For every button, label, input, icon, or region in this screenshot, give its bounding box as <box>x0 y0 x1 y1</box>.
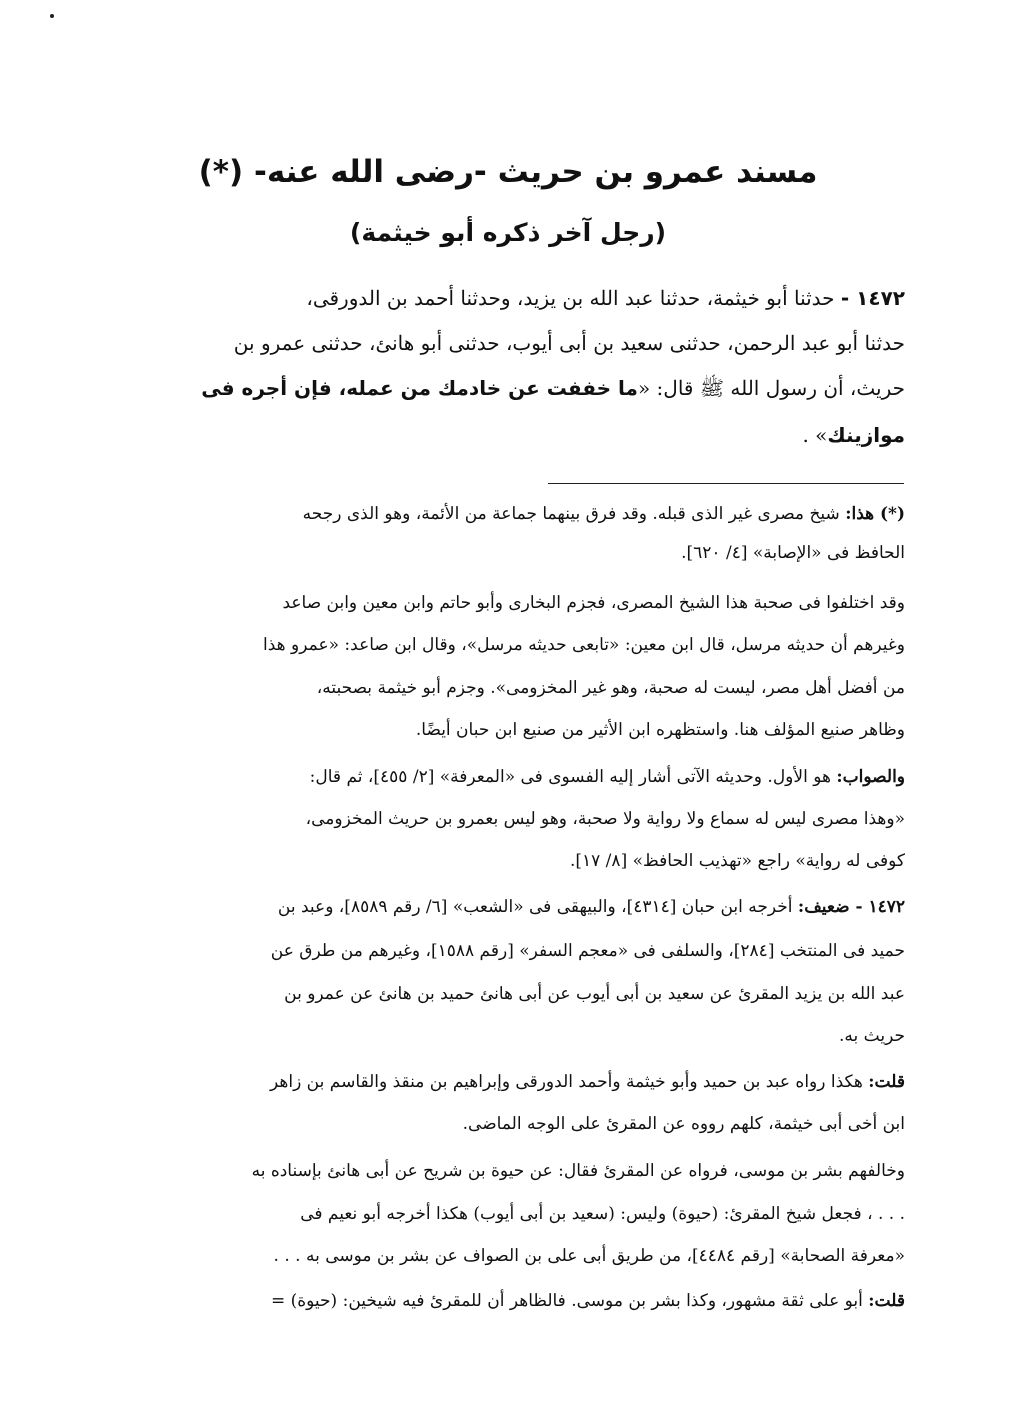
page-speck <box>50 14 54 18</box>
footnote-line <box>95 539 905 567</box>
hadith-text-3: حريث، أن رسول الله ﷺ قال: « <box>637 376 905 400</box>
hadith-line-4 <box>95 420 905 450</box>
footnote-text: هو الأول. وحديثه الآتى أشار إليه الفسوى فى «المعرفة» [٢/ ٤٥٥]، ثم قال: <box>309 767 831 787</box>
footnote-line <box>95 980 905 1008</box>
footnote-text: حريث به. <box>839 1026 905 1046</box>
footnote-line <box>95 589 905 617</box>
hadith-text-2: حدثنا أبو عبد الرحمن، حدثنى سعيد بن أبى أيوب، حدثنى أبو هانئ، حدثنى عمرو بن <box>233 331 905 355</box>
footnote-text: أخرجه ابن حبان [٤٣١٤]، والبيهقى فى «الشعب» [٦/ رقم ٨٥٨٩]، وعبد بن <box>277 897 793 917</box>
footnote-label: ١٤٧٢ - ضعيف: <box>797 897 905 917</box>
footnote-text: . . . ، فجعل شيخ المقرئ: (حيوة) وليس: (سعيد بن أبى أيوب) هكذا أخرجه أبو نعيم فى <box>300 1204 905 1224</box>
footnote-label: والصواب: <box>836 767 905 787</box>
footnote-text: عبد الله بن يزيد المقرئ عن سعيد بن أبى أيوب عن أبى هانئ حميد بن هانئ عن عمرو بن <box>284 984 905 1004</box>
footnote-label: (*) هذا: <box>845 504 905 524</box>
hadith-number: ١٤٧٢ - <box>840 286 905 310</box>
footnote-line <box>95 1200 905 1228</box>
footnote-text: أبو على ثقة مشهور، وكذا بشر بن موسى. فالظاهر أن للمقرئ فيه شيخين: (حيوة) = <box>270 1291 863 1311</box>
hadith-matn-1: ما خففت عن خادمك من عمله، فإن أجره فى <box>201 376 638 400</box>
footnote-text: وخالفهم بشر بن موسى، فرواه عن المقرئ فقال: عن حيوة بن شريح عن أبى هانئ بإسناده به <box>251 1161 905 1181</box>
footnote-text: ابن أخى أبى خيثمة، كلهم رووه عن المقرئ على الوجه الماضى. <box>462 1114 905 1134</box>
footnote-text: وقد اختلفوا فى صحبة هذا الشيخ المصرى، فجزم البخارى وأبو حاتم وابن معين وابن صاعد <box>282 593 905 613</box>
footnote-line <box>95 1110 905 1138</box>
footnote-text: كوفى له رواية» راجع «تهذيب الحافظ» [٨/ ١٧]. <box>569 851 905 871</box>
footnote-line <box>95 1022 905 1050</box>
footnote-text: من أفضل أهل مصر، ليست له صحبة، وهو غير المخزومى». وجزم أبو خيثمة بصحبته، <box>316 678 905 698</box>
footnote-line <box>95 1068 905 1096</box>
footnote-text: الحافظ فى «الإصابة» [٤/ ٦٢٠]. <box>681 543 905 563</box>
footnote-label: قلت: <box>868 1291 905 1311</box>
hadith-line-2 <box>95 328 905 358</box>
footnote-text: هكذا رواه عبد بن حميد وأبو خيثمة وأحمد الدورقى وإبراهيم بن منقذ والقاسم بن زاهر <box>270 1072 863 1092</box>
footnote-line <box>95 893 905 921</box>
section-title: مسند عمرو بن حريث -رضى الله عنه- (*) <box>198 154 818 190</box>
footnote-line <box>95 674 905 702</box>
footnote-line <box>95 500 905 528</box>
footnote-line <box>95 1287 905 1315</box>
footnote-text: حميد فى المنتخب [٢٨٤]، والسلفى فى «معجم السفر» [رقم ١٥٨٨]، وغيرهم من طرق عن <box>270 941 905 961</box>
footnote-line <box>95 937 905 965</box>
footnote-line <box>95 805 905 833</box>
footnote-line <box>95 1157 905 1185</box>
hadith-line-1 <box>95 283 905 313</box>
footnote-line <box>95 631 905 659</box>
hadith-line-3 <box>95 373 905 403</box>
footnote-line <box>95 847 905 875</box>
footnote-text: وظاهر صنيع المؤلف هنا. واستظهره ابن الأثير من صنيع ابن حبان أيضًا. <box>415 720 905 740</box>
footnote-text: «وهذا مصرى ليس له سماع ولا رواية ولا صحبة، وهو ليس بعمرو بن حريث المخزومى، <box>305 809 905 829</box>
footnote-line <box>95 763 905 791</box>
hadith-matn-2: موازينك <box>827 423 905 447</box>
footnote-text: «معرفة الصحابة» [رقم ٤٤٨٤]، من طريق أبى على بن الصواف عن بشر بن موسى به . . . <box>273 1246 905 1266</box>
footnote-line <box>95 1242 905 1270</box>
footnote-text: شيخ مصرى غير الذى قبله. وقد فرق بينهما جماعة من الأئمة، وهو الذى رجحه <box>302 504 840 524</box>
section-subtitle: (رجل آخر ذكره أبو خيثمة) <box>349 218 667 247</box>
hadith-text-4: » . <box>802 423 828 447</box>
footnote-text: وغيرهم أن حديثه مرسل، قال ابن معين: «تابعى حديثه مرسل»، وقال ابن صاعد: «عمرو هذا <box>263 635 905 655</box>
hadith-text-1: حدثنا أبو خيثمة، حدثنا عبد الله بن يزيد، وحدثنا أحمد بن الدورقى، <box>306 286 835 310</box>
footnote-divider <box>548 483 904 484</box>
footnote-label: قلت: <box>868 1072 905 1092</box>
footnote-line <box>95 716 905 744</box>
